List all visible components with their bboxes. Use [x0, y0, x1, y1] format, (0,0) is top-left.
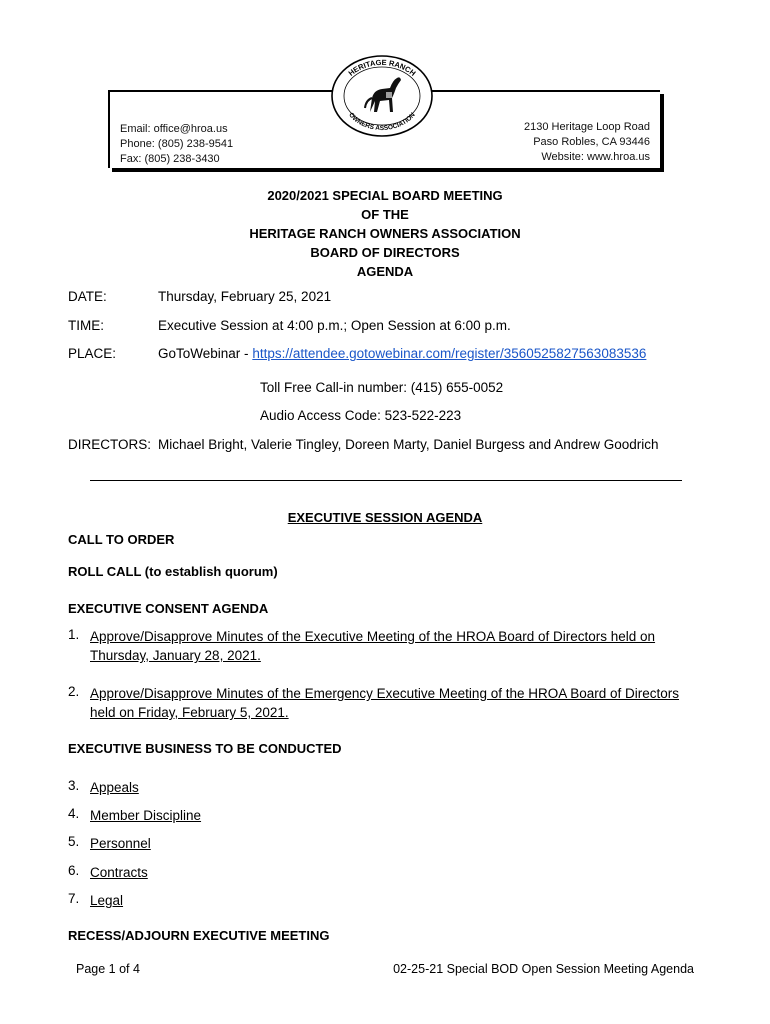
date-value: Thursday, February 25, 2021	[158, 289, 332, 304]
item-member-discipline: Member Discipline	[90, 808, 202, 823]
date-label: DATE:	[68, 289, 107, 304]
item-legal: Legal	[90, 893, 124, 908]
time-label: TIME:	[68, 318, 104, 333]
access-code-text: Audio Access Code: 523-522-223	[260, 408, 462, 423]
place-value	[158, 346, 646, 361]
agenda-title	[0, 186, 770, 281]
item-number: 5.	[68, 834, 80, 849]
item-line-1: Approve/Disapprove Minutes of the Executive Meeting of the HROA Board of Directors held on	[90, 629, 656, 644]
phone-text: Phone: (805) 238-9541	[120, 138, 234, 150]
title-line-2: OF THE	[361, 207, 409, 222]
divider	[90, 480, 682, 481]
item-number: 2.	[68, 684, 80, 699]
item-line-2: held on Friday, February 5, 2021.	[90, 705, 289, 720]
recess-heading: RECESS/ADJOURN EXECUTIVE MEETING	[68, 928, 330, 943]
section-title: EXECUTIVE SESSION AGENDA	[287, 510, 483, 525]
directors-value: Michael Bright, Valerie Tingley, Doreen Marty, Daniel Burgess and Andrew Goodrich	[158, 437, 659, 452]
address-line-1: 2130 Heritage Loop Road	[524, 121, 650, 133]
consent-heading: EXECUTIVE CONSENT AGENDA	[68, 601, 269, 616]
call-to-order: CALL TO ORDER	[68, 532, 175, 547]
page-number: Page 1 of 4	[76, 962, 140, 976]
item-number: 1.	[68, 627, 80, 642]
address-line-2: Paso Robles, CA 93446	[533, 136, 650, 148]
title-line-3: HERITAGE RANCH OWNERS ASSOCIATION	[249, 226, 521, 241]
toll-free-text: Toll Free Call-in number: (415) 655-0052	[260, 380, 504, 395]
logo-text-top: HERITAGE RANCH	[346, 57, 418, 78]
item-contracts: Contracts	[90, 865, 148, 880]
website-text: Website: www.hroa.us	[541, 151, 650, 163]
item-personnel: Personnel	[90, 836, 151, 851]
time-value: Executive Session at 4:00 p.m.; Open Session at 6:00 p.m.	[158, 318, 511, 333]
roll-call: ROLL CALL (to establish quorum)	[68, 564, 278, 579]
item-line-1: Approve/Disapprove Minutes of the Emergency Executive Meeting of the HROA Board of Directors	[90, 686, 680, 701]
logo-text-bottom: OWNERS ASSOCIATION	[347, 111, 417, 133]
place-prefix: GoToWebinar -	[158, 346, 249, 361]
title-line-4: BOARD OF DIRECTORS	[310, 245, 460, 260]
item-text	[90, 627, 655, 665]
item-text	[90, 684, 679, 722]
business-heading: EXECUTIVE BUSINESS TO BE CONDUCTED	[68, 741, 342, 756]
item-number: 7.	[68, 891, 80, 906]
item-line-2: Thursday, January 28, 2021.	[90, 648, 261, 663]
item-number: 6.	[68, 863, 80, 878]
place-label: PLACE:	[68, 346, 117, 361]
footer-doc-title: 02-25-21 Special BOD Open Session Meeting Agenda	[393, 962, 694, 976]
item-number: 3.	[68, 778, 80, 793]
address-block	[524, 120, 650, 165]
item-appeals: Appeals	[90, 780, 139, 795]
title-line-5: AGENDA	[356, 264, 414, 279]
fax-text: Fax: (805) 238-3430	[120, 153, 220, 165]
webinar-link[interactable]: https://attendee.gotowebinar.com/register/3560525827563083536	[252, 346, 647, 361]
email-text: Email: office@hroa.us	[120, 123, 228, 135]
hroa-logo	[330, 54, 434, 138]
directors-label: DIRECTORS:	[68, 437, 152, 452]
title-line-1: 2020/2021 SPECIAL BOARD MEETING	[267, 188, 503, 203]
contact-block	[120, 122, 233, 167]
item-number: 4.	[68, 806, 80, 821]
